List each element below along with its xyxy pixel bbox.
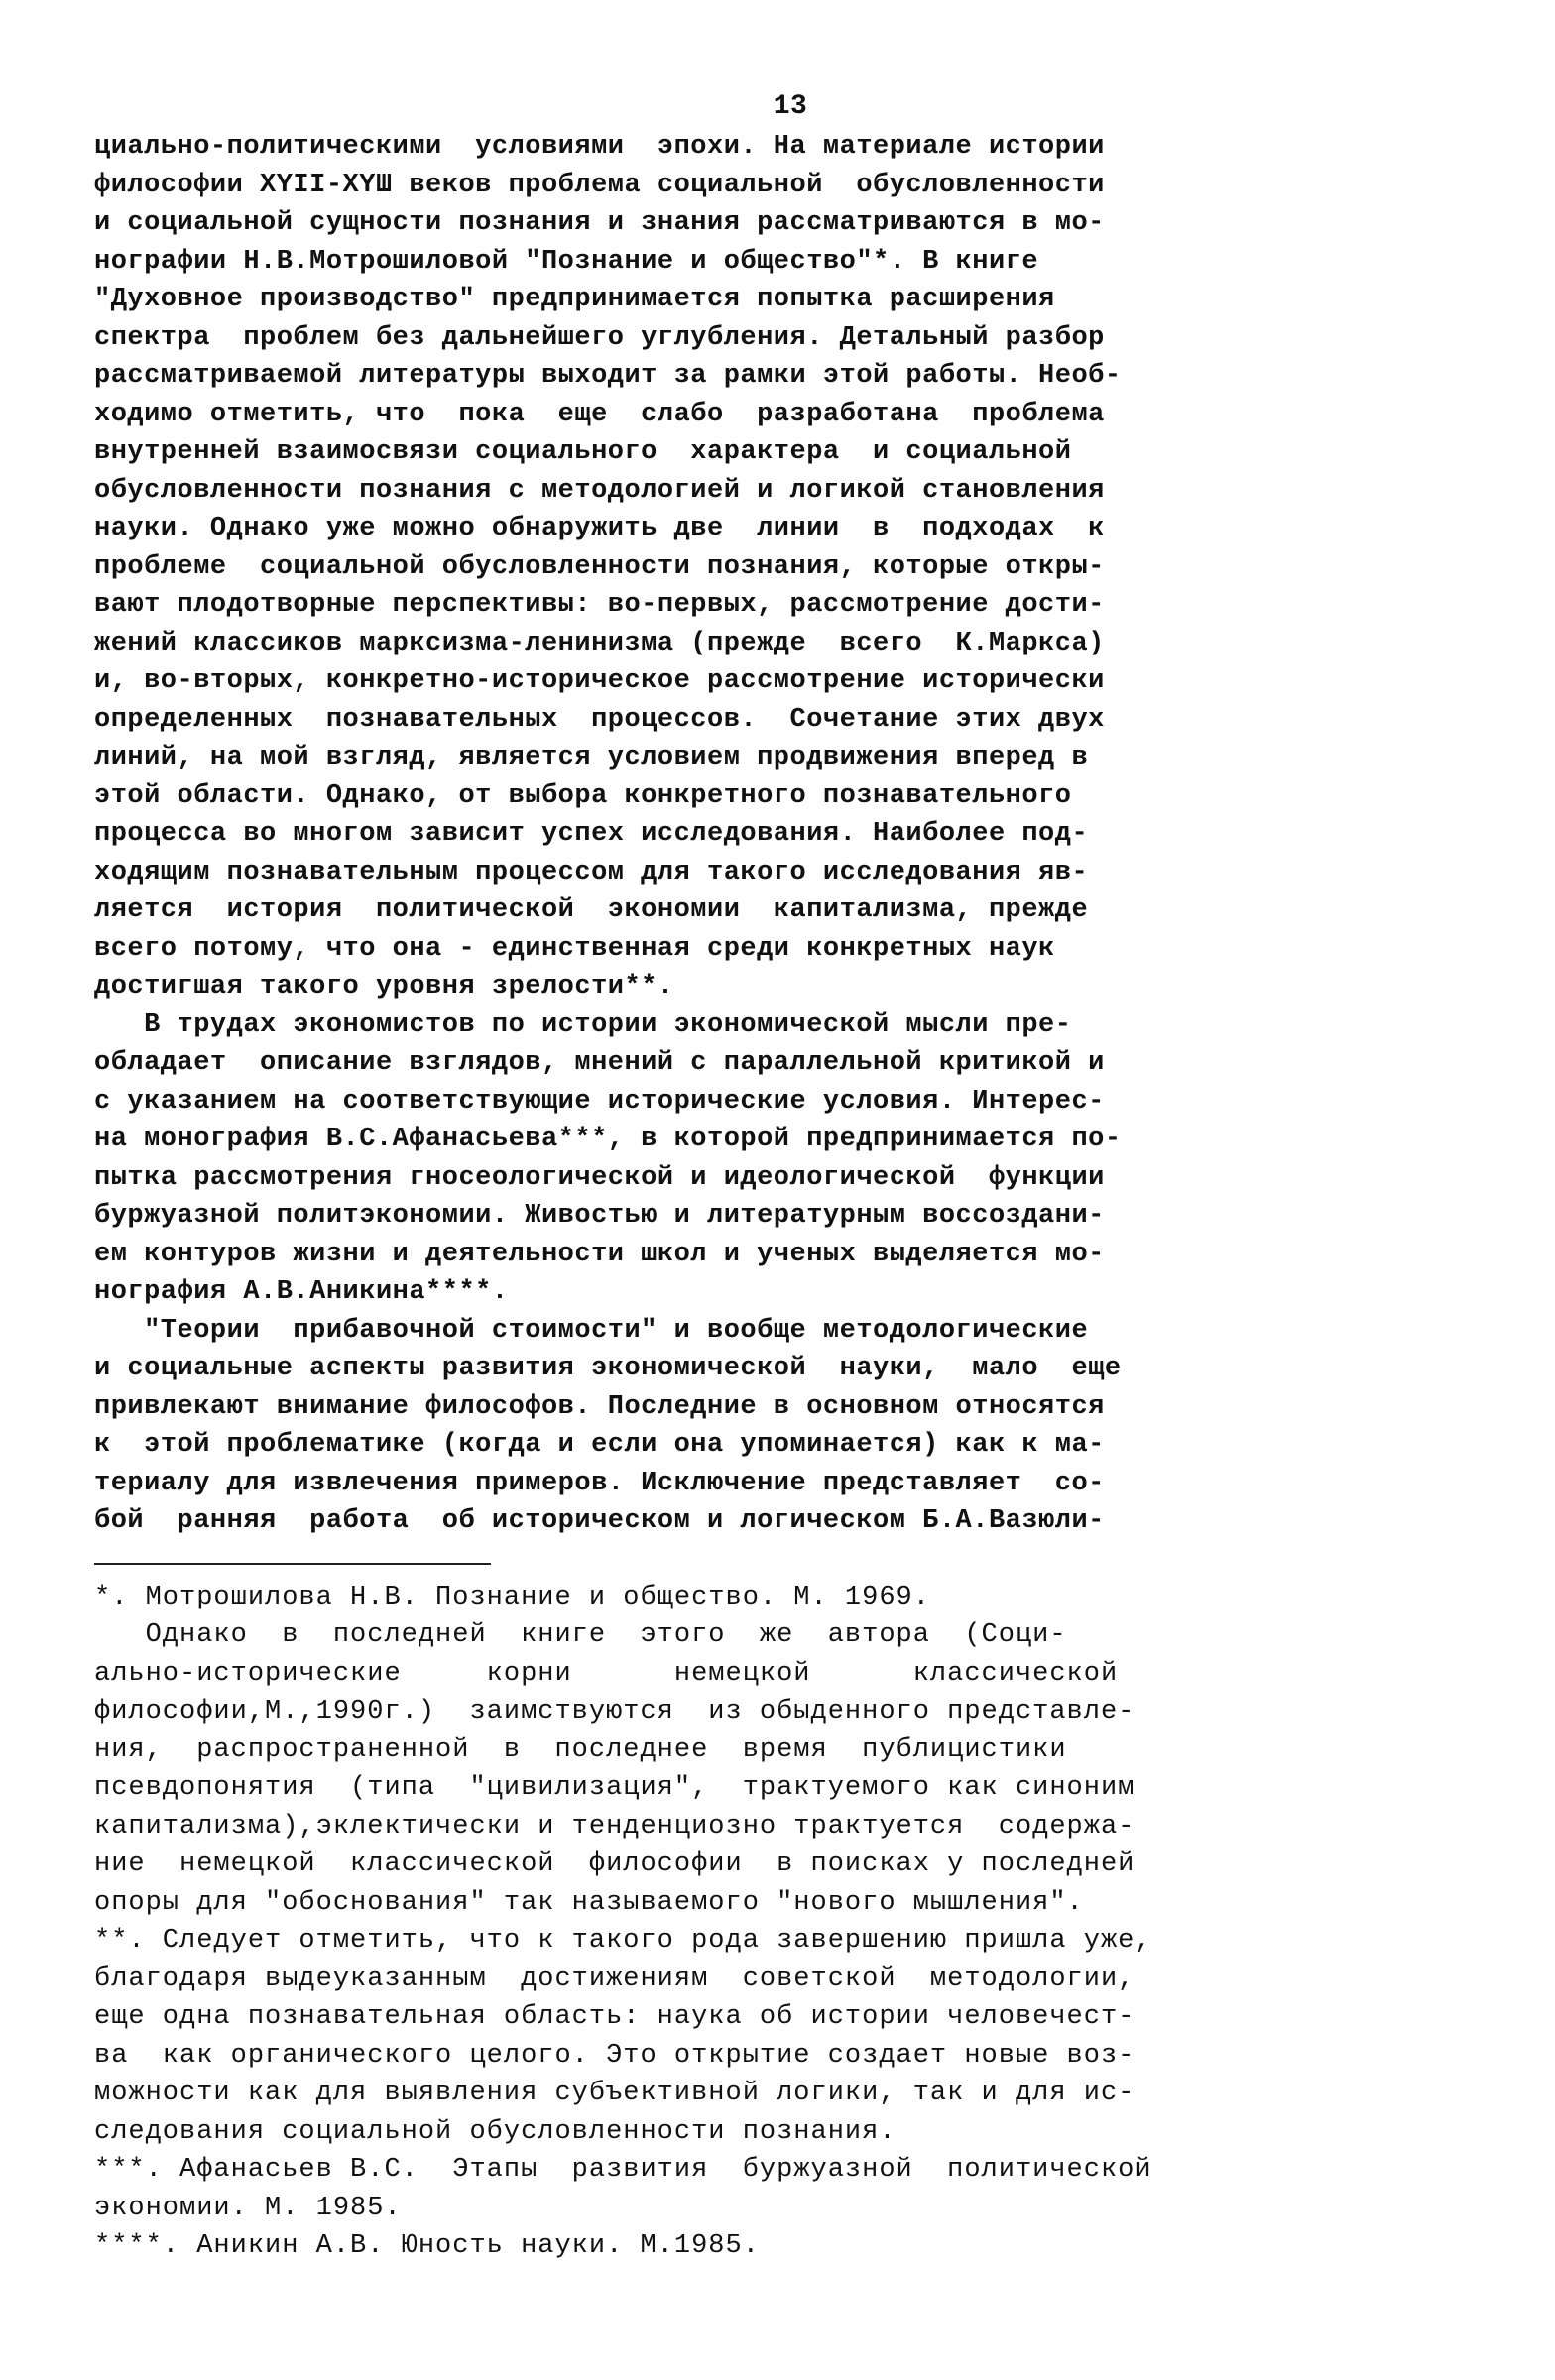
text-line: жений классиков марксизма-ленинизма (прежде всего К.Маркса) (94, 628, 1105, 658)
document-page (94, 91, 1463, 2266)
footnote-line: псевдопонятия (типа "цивилизация", трактуемого как синоним (94, 1773, 1136, 1803)
text-line: нографии Н.В.Мотрошиловой "Познание и общество"*. В книге (94, 246, 1039, 277)
footnotes (94, 1579, 1463, 2266)
text-line: ляется история политической экономии капитализма, прежде (94, 895, 1089, 925)
text-line: нография А.В.Аникина****. (94, 1277, 509, 1307)
footnote-line: экономии. М. 1985. (94, 2193, 402, 2223)
page-number: 13 (773, 91, 808, 122)
text-line: пытка рассмотрения гносеологической и идеологической функции (94, 1162, 1105, 1193)
footnote-line: Однако в последней книге этого же автора (Соци- (94, 1620, 1067, 1650)
text-line: спектра проблем без дальнейшего углубления. Детальный разбор (94, 322, 1105, 353)
footnote-line: благодаря выдеуказанным достижениям советской методологии, (94, 1964, 1136, 1994)
text-line: к этой проблематике (когда и если она упоминается) как к ма- (94, 1430, 1105, 1460)
footnote-line: капитализма),эклектически и тенденциозно трактуется содержа- (94, 1811, 1136, 1842)
text-line: циально-политическими условиями эпохи. На материале истории (94, 132, 1105, 162)
footnote-line: ально-исторические корни немецкой классической (94, 1658, 1119, 1689)
footnote-line: следования социальной обусловленности познания. (94, 2116, 897, 2147)
text-line: буржуазной политэкономии. Живостью и литературным воссоздани- (94, 1201, 1105, 1231)
text-line: ходимо отметить, что пока еще слабо разработана проблема (94, 399, 1105, 429)
text-line: "Духовное производство" предпринимается попытка расширения (94, 285, 1055, 314)
footnote-line: ния, распространенной в последнее время публицистики (94, 1734, 1067, 1765)
footnote-line: можности как для выявления субъективной логики, так и для ис- (94, 2079, 1136, 2108)
text-line: всего потому, что она - единственная среди конкретных наук (94, 933, 1055, 964)
footnote-line: *. Мотрошилова Н.В. Познание и общество. М. 1969. (94, 1582, 930, 1612)
text-line: привлекают внимание философов. Последние в основном относятся (94, 1391, 1105, 1422)
text-line: обусловленности познания с методологией и логикой становления (94, 475, 1105, 506)
text-line: бой ранняя работа об историческом и логическом Б.А.Вазюли- (94, 1506, 1105, 1536)
text-line: на монография В.С.Афанасьева***, в которой предпринимается по- (94, 1125, 1122, 1154)
text-line: и социальной сущности познания и знания рассматриваются в мо- (94, 208, 1105, 238)
footnote-line: еще одна познавательная область: наука об истории человечест- (94, 2002, 1136, 2032)
footnote-line: философии,М.,1990г.) заимствуются из обыденного представле- (94, 1697, 1136, 1726)
footnote-line: ***. Афанасьев В.С. Этапы развития буржуазной политической (94, 2155, 1152, 2185)
text-line: внутренней взаимосвязи социального характера и социальной (94, 437, 1072, 467)
text-line: В трудах экономистов по истории экономической мысли пре- (94, 1010, 1072, 1040)
text-line: достигшая такого уровня зрелости**. (94, 972, 674, 1002)
text-line: ходящим познавательным процессом для такого исследования яв- (94, 857, 1089, 888)
text-line: науки. Однако уже можно обнаружить две линии в подходах к (94, 514, 1105, 543)
text-line: линий, на мой взгляд, является условием продвижения вперед в (94, 743, 1089, 773)
text-line: с указанием на соответствующие исторические условия. Интерес- (94, 1086, 1105, 1117)
main-text (94, 128, 1463, 1541)
text-line: ем контуров жизни и деятельности школ и ученых выделяется мо- (94, 1239, 1105, 1269)
text-line: философии XYII-XYШ веков проблема социальной обусловленности (94, 170, 1105, 200)
footnote-divider (94, 1563, 491, 1565)
text-line: рассматриваемой литературы выходит за рамки этой работы. Необ- (94, 361, 1122, 391)
text-line: определенных познавательных процессов. Сочетание этих двух (94, 704, 1105, 735)
text-line: обладает описание взглядов, мнений с параллельной критикой и (94, 1048, 1105, 1078)
text-line: процесса во многом зависит успех исследования. Наиболее под- (94, 819, 1089, 849)
text-line: и, во-вторых, конкретно-историческое рассмотрение исторически (94, 666, 1105, 696)
footnote-line: **. Следует отметить, что к такого рода завершению пришла уже, (94, 1926, 1152, 1956)
text-line: териалу для извлечения примеров. Исключение представляет со- (94, 1468, 1105, 1498)
text-line: вают плодотворные перспективы: во-первых, рассмотрение дости- (94, 590, 1105, 620)
text-line: этой области. Однако, от выбора конкретного познавательного (94, 780, 1072, 811)
text-line: проблеме социальной обусловленности познания, которые откры- (94, 551, 1105, 582)
text-line: "Теории прибавочной стоимости" и вообще методологические (94, 1315, 1089, 1346)
footnote-line: ****. Аникин А.В. Юность науки. М.1985. (94, 2231, 760, 2261)
text-line: и социальные аспекты развития экономической науки, мало еще (94, 1354, 1122, 1383)
footnote-line: ние немецкой классической философии в поисках у последней (94, 1849, 1136, 1879)
footnote-line: опоры для "обоснования" так называемого "нового мышления". (94, 1887, 1084, 1918)
footnote-line: ва как органического целого. Это открытие создает новые воз- (94, 2040, 1136, 2071)
